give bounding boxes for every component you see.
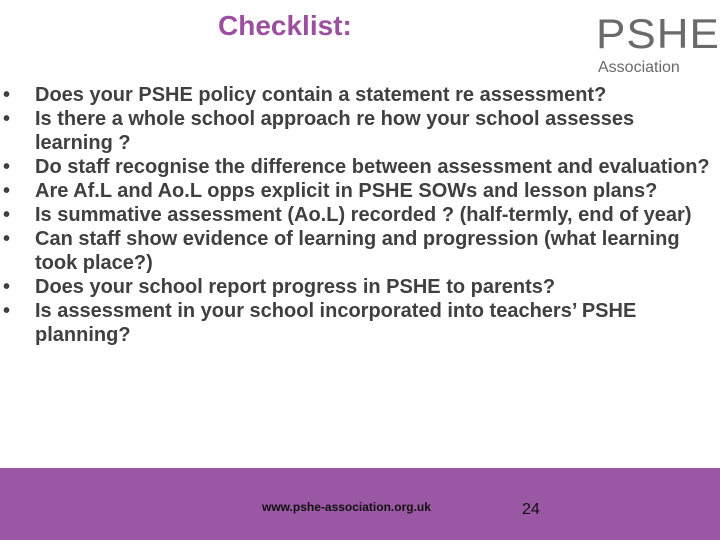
checklist-item-text: Are Af.L and Ao.L opps explicit in PSHE SOWs and lesson plans? (35, 180, 658, 202)
bullet-icon: • (3, 276, 11, 298)
slide-title: Checklist: (218, 10, 352, 41)
checklist-item (0, 203, 715, 227)
footer-url: www.pshe-association.org.uk (262, 500, 431, 514)
footer-bar (0, 468, 720, 540)
bullet-icon: • (3, 180, 11, 202)
checklist (0, 83, 715, 347)
page-number: 24 (522, 501, 540, 518)
checklist-item-text: Is there a whole school approach re how your school assesses learning ? (35, 108, 635, 154)
checklist-item-text: Does your PSHE policy contain a statement re assessment? (35, 84, 607, 106)
checklist-item (0, 155, 715, 179)
checklist-item (0, 179, 715, 203)
bullet-icon: • (3, 108, 11, 130)
checklist-item (0, 275, 715, 299)
bullet-icon: • (3, 204, 11, 226)
checklist-item (0, 107, 715, 155)
bullet-icon: • (3, 300, 11, 322)
checklist-item-text: Do staff recognise the difference between assessment and evaluation? (35, 156, 710, 178)
checklist-item (0, 299, 715, 347)
bullet-icon: • (3, 156, 11, 178)
checklist-item (0, 227, 715, 275)
checklist-item-text: Is summative assessment (Ao.L) recorded ? (half-termly, end of year) (35, 204, 692, 226)
checklist-item-text: Can staff show evidence of learning and progression (what learning took place?) (35, 228, 680, 274)
logo-sub-text: Association (598, 59, 680, 76)
checklist-item (0, 83, 715, 107)
pshe-association-logo (596, 11, 720, 78)
logo-main-text: PSHE (596, 11, 720, 58)
checklist-item-text: Is assessment in your school incorporated into teachers’ PSHE planning? (35, 300, 637, 346)
bullet-icon: • (3, 84, 11, 106)
checklist-item-text: Does your school report progress in PSHE to parents? (35, 276, 556, 298)
bullet-icon: • (3, 228, 11, 250)
